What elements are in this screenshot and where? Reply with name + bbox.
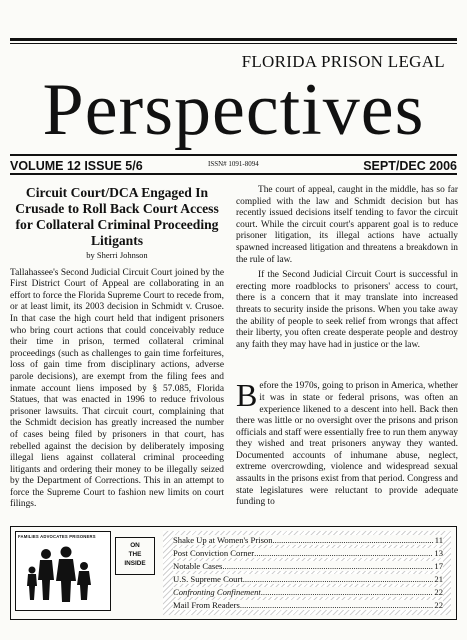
column-spacer <box>236 355 458 381</box>
issue-date: SEPT/DEC 2006 <box>363 159 457 173</box>
toc-item[interactable] <box>173 561 443 571</box>
toc-item-page: 22 <box>434 587 443 597</box>
toc-leader <box>254 548 433 558</box>
top-rule-thick <box>10 38 457 41</box>
article-paragraph: Tallahassee's Second Judicial Circuit Court joined by the First District Court of Appeal are collaborating in an effort to force the Florida Supreme Court to recede from, or at least limit, its 2003 decision in Schmidt v. Crusoe. In that case the high court held that indigent prisoners who bring court actions that could conceivably reduce their time in prison, termed collateral criminal proceedings (such as challenges to gain time forfeitures, loss of gain time from disciplinary actions, adverse parole decisions), are exempt from the filing fees and inmate account liens imposed by § 57.085, Florida Statues, that was enacted in 1996 to reduce frivolous prisoner lawsuits. That circuit court, complaining that the Schmidt decision has greatly increased the number of cases being filed by prisoners in that court, has rebelled against the decision by deliberately imposing illegal liens against collateral criminal proceeding litigants and ordering their money to be illegally seized by the Department of Corrections. This in an attempt to force the Supreme Court to fashion new limits on court filings. <box>10 267 224 510</box>
family-silhouette-icon <box>16 540 110 610</box>
toc-leader <box>273 535 434 545</box>
toc-item-page: 17 <box>434 561 443 571</box>
toc-item-title: Post Conviction Corner <box>173 548 255 558</box>
toc-item-title: Shake Up at Women's Prison <box>173 535 273 545</box>
toc-leader <box>240 600 434 610</box>
on-the-inside-label <box>115 537 155 575</box>
article-byline: by Sherri Johnson <box>86 250 148 260</box>
toc-leader <box>243 574 434 584</box>
toc-item-page: 13 <box>434 548 443 558</box>
second-article-text: efore the 1970s, going to prison in America, whether it was in state or federal prisons, was often an experience likened to a descent into hell. Back then there was little or no oversight over the prisons and prison officials and staff were essentially free to run them anyway they wished and treat prisoners anyway they wanted. Documented accounts of inhumane abuse, neglect, extreme overcrowding, violence and widespread sexual assaults in the prisons exist from that period. Congress and state legislatures were reluctant to provide adequate funding to <box>236 381 458 508</box>
on-inside-line: THE <box>128 551 142 558</box>
masthead-rule-upper <box>10 154 457 156</box>
toc-item-title: U.S. Supreme Court <box>173 574 243 584</box>
toc-leader <box>261 587 434 597</box>
table-of-contents-box <box>10 526 457 620</box>
toc-item-title: Mail From Readers <box>173 600 240 610</box>
toc-item[interactable] <box>173 535 443 545</box>
article-paragraph: If the Second Judicial Circuit Court is successful in erecting more roadblocks to prisoners' access to court, there is a concern that it may translate into increased threats to security inside the prisons. When you take away the ability of people to seek relief from wrongs that affect their liberty, you often create desperate people and destroy any faith they may have had in justice or the law. <box>236 270 458 350</box>
toc-item[interactable] <box>173 548 443 558</box>
toc-item[interactable] <box>173 600 443 610</box>
top-rule-thin <box>10 43 457 44</box>
toc-item[interactable] <box>173 574 443 584</box>
logo-text: FAMILIES ADVOCATES PRISONERS <box>18 534 96 539</box>
right-column <box>236 185 458 513</box>
organization-logo <box>15 531 111 611</box>
masthead-title: Perspectives <box>42 69 425 151</box>
issue-bar <box>10 159 457 173</box>
toc-leader <box>222 561 433 571</box>
toc-item-title: Confronting Confinement <box>173 587 261 597</box>
issn-number: ISSN# 1091-8094 <box>208 160 259 168</box>
toc-item-page: 11 <box>434 535 443 545</box>
on-inside-line: INSIDE <box>124 560 146 567</box>
volume-issue: VOLUME 12 ISSUE 5/6 <box>10 159 143 173</box>
second-article-paragraph <box>236 377 458 509</box>
left-column <box>10 185 224 515</box>
masthead-rule-lower <box>10 173 457 175</box>
article-title: Circuit Court/DCA Engaged In Crusade to Roll Back Court Access for Collateral Criminal Proceeding Litigants <box>15 185 219 248</box>
on-inside-line: ON <box>130 542 140 549</box>
article-paragraph: The court of appeal, caught in the middle, has so far complied with the law and Schmidt decision but has recently issued decisions itself tending to favor the circuit court. While the circuit court's apparent goal is to reduce prisoner litigation, its illegal actions have actually spawned increased litigation and threatens a breakdown in the rule of law. <box>236 185 458 265</box>
toc-list <box>163 531 451 615</box>
publication-name: FLORIDA PRISON LEGAL <box>241 52 445 71</box>
toc-item-title: Notable Cases <box>173 561 223 571</box>
toc-item-page: 22 <box>434 600 443 610</box>
drop-cap: B <box>236 377 258 414</box>
toc-item-page: 21 <box>434 574 443 584</box>
toc-item[interactable] <box>173 587 443 597</box>
